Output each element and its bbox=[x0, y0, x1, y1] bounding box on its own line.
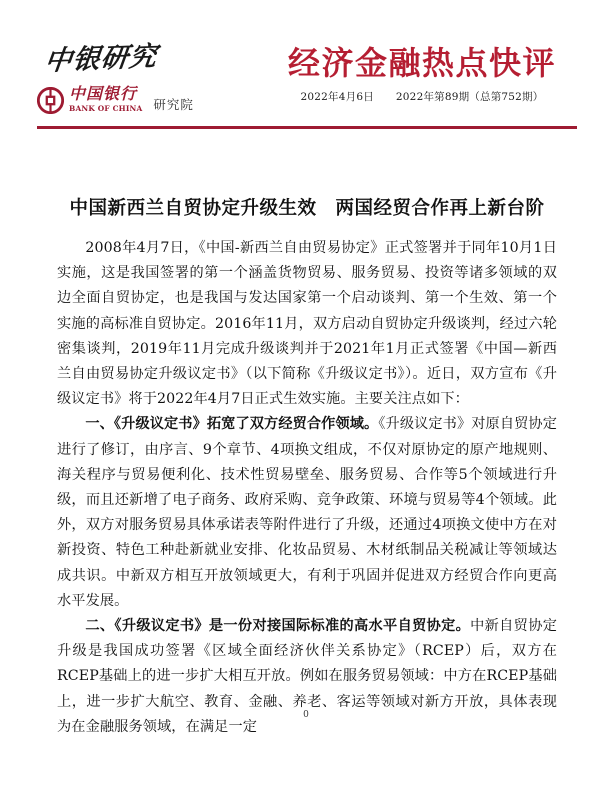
masthead-divider bbox=[37, 126, 577, 129]
brand-row bbox=[37, 86, 194, 114]
paragraph-lead: 二、《升级议定书》是一份对接国际标准的高水平自贸协定。 bbox=[85, 618, 471, 635]
publication-issue: 2022年第89期（总第752期） bbox=[395, 90, 544, 103]
paragraph-lead: 一、《升级议定书》拓宽了双方经贸合作领域。 bbox=[85, 416, 379, 433]
masthead bbox=[37, 41, 577, 128]
publication-block bbox=[267, 46, 577, 104]
paragraph-text: 2008年4月7日，《中国-新西兰自由贸易协定》正式签署并于同年10月1日实施，这是我国签署的第一个涵盖货物贸易、服务贸易、投资等诸多领域的双边全面自贸协定，也是我国与发达国家第一个启动谈判、第一个生效、第一个实施的高标准自贸协定。2016年11月，双方启动自贸协定升级谈判，经过六轮密集谈判，2019年11月完成升级谈判并于2021年1月正式签署《中国—新西兰自由贸易协定升级议定书》（以下简称《升级议定书》）。近日，双方宣布《升级议定书》将于2022年4月7日正式生效实施。主要关注点如下： bbox=[57, 240, 557, 408]
paragraph bbox=[57, 614, 557, 740]
paragraph-text: 中新自贸协定升级是我国成功签署《区域全面经济伙伴关系协定》（RCEP）后，双方在RCEP基础上的进一步扩大相互开放。例如在服务贸易领域：中方在RCEP基础上，进一步扩大航空、教育、金融、养老、客运等领域对新方开放，具体表现为在金融服务领域，在满足一定 bbox=[57, 618, 557, 735]
publication-title: 经济金融热点快评 bbox=[287, 44, 556, 82]
bank-name-cn: 中国银行 bbox=[69, 84, 138, 103]
brand-block bbox=[37, 41, 237, 126]
paragraph bbox=[57, 412, 557, 614]
page-number: 0 bbox=[303, 710, 309, 720]
institute-label: 研究院 bbox=[153, 97, 194, 112]
bank-of-china-logo-icon bbox=[37, 87, 64, 114]
paragraph bbox=[57, 236, 557, 412]
document-body bbox=[57, 236, 557, 740]
publication-date: 2022年4月6日 bbox=[300, 90, 374, 103]
publication-meta bbox=[267, 89, 577, 104]
bank-name-block bbox=[69, 86, 142, 112]
brand-calligraphy-logo: 中银研究 bbox=[42, 41, 159, 77]
bank-name-en: BANK OF CHINA bbox=[69, 103, 143, 113]
paragraph-text: 《升级议定书》对原自贸协定进行了修订，由序言、9个章节、4项换文组成，不仅对原协定的原产地规则、海关程序与贸易便利化、技术性贸易壁垒、服务贸易、合作等5个领域进行升级，而且还新增了电子商务、政府采购、竞争政策、环境与贸易等4个领域。此外，双方对服务贸易具体承诺表等附件进行了升级，还通过4项换文使中方在对新投资、特色工种赴新就业安排、化妆品贸易、木材纸制品关税减让等领域达成共识。中新双方相互开放领域更大，有利于巩固并促进双方经贸合作向更高水平发展。 bbox=[57, 416, 557, 609]
page-title: 中国新西兰自贸协定升级生效 两国经贸合作再上新台阶 bbox=[69, 198, 545, 220]
